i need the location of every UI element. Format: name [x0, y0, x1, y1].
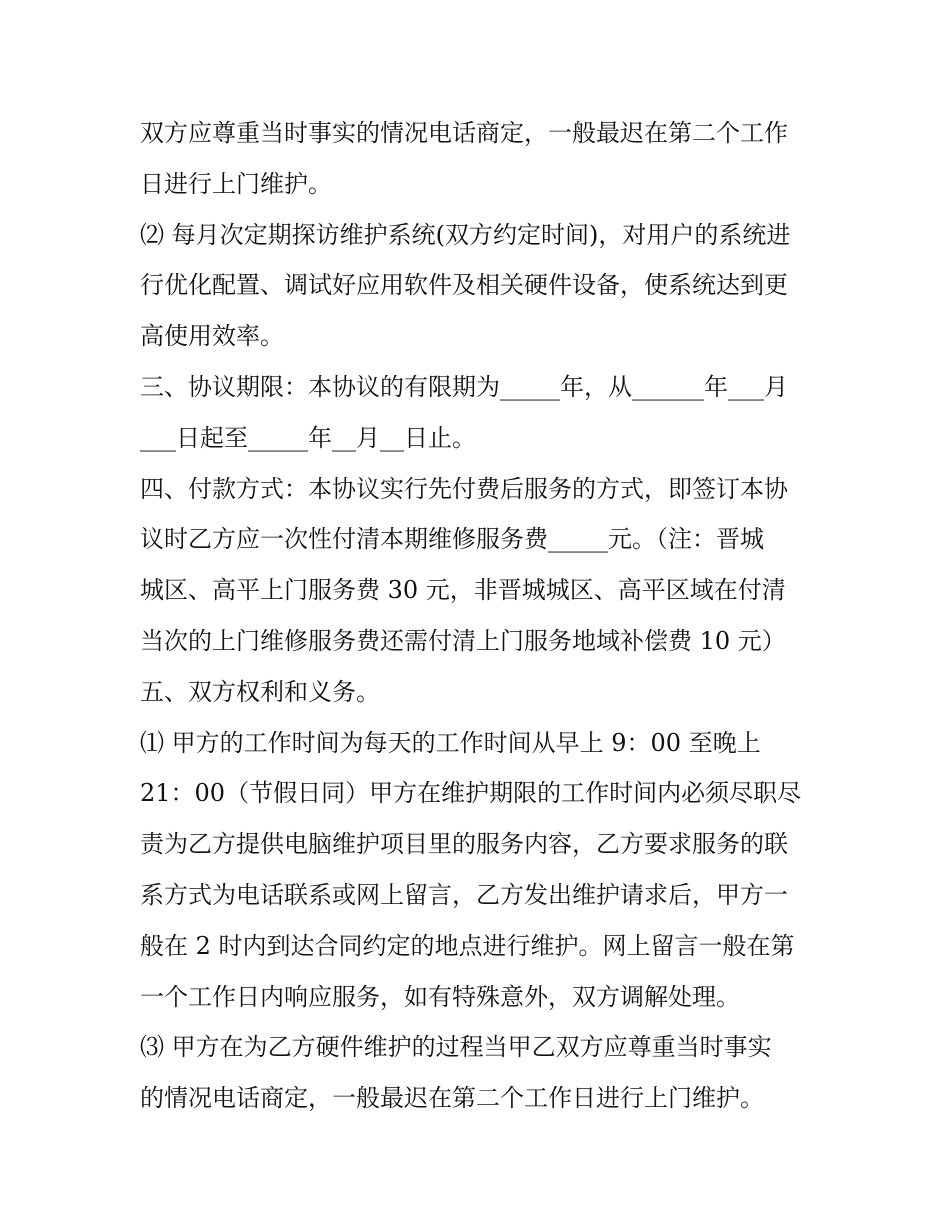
text-line: 的情况电话商定，一般最迟在第二个工作日进行上门维护。 [140, 1084, 764, 1113]
text-line: 21：00（节假日同）甲方在维护期限的工作时间内必须尽职尽 [140, 779, 802, 808]
text-line: 议时乙方应一次性付清本期维修服务费_____元。（注：晋城 [140, 525, 764, 554]
text-line: 日进行上门维护。 [140, 169, 332, 198]
text-line: 般在 2 时内到达合同约定的地点进行维护。网上留言一般在第 [140, 931, 795, 960]
text-line: 四、付款方式：本协议实行先付费后服务的方式，即签订本协 [140, 474, 788, 503]
text-line: 责为乙方提供电脑维护项目里的服务内容，乙方要求服务的联 [140, 830, 788, 859]
text-line: 高使用效率。 [140, 322, 284, 351]
text-line: ⑵ 每月次定期探访维护系统(双方约定时间)，对用户的系统进 [140, 220, 791, 249]
text-line: ⑴ 甲方的工作时间为每天的工作时间从早上 9：00 至晚上 [140, 728, 761, 757]
text-line: 系方式为电话联系或网上留言，乙方发出维护请求后，甲方一 [140, 880, 788, 909]
text-line: 一个工作日内响应服务，如有特殊意外，双方调解处理。 [140, 982, 740, 1011]
text-line: ___日起至_____年__月__日止。 [140, 423, 476, 452]
text-line: 行优化配置、调试好应用软件及相关硬件设备，使系统达到更 [140, 271, 788, 300]
text-line: 当次的上门维修服务费还需付清上门服务地域补偿费 10 元） [140, 626, 786, 655]
text-line: ⑶ 甲方在为乙方硬件维护的过程当甲乙双方应尊重当时事实 [140, 1033, 772, 1062]
text-line: 五、双方权利和义务。 [140, 677, 380, 706]
text-line: 双方应尊重当时事实的情况电话商定，一般最迟在第二个工作 [140, 119, 788, 147]
text-line: 城区、高平上门服务费 30 元，非晋城城区、高平区域在付清 [140, 576, 786, 605]
text-line: 三、协议期限：本协议的有限期为_____年，从______年___月 [140, 372, 788, 401]
document-body [140, 108, 820, 1124]
